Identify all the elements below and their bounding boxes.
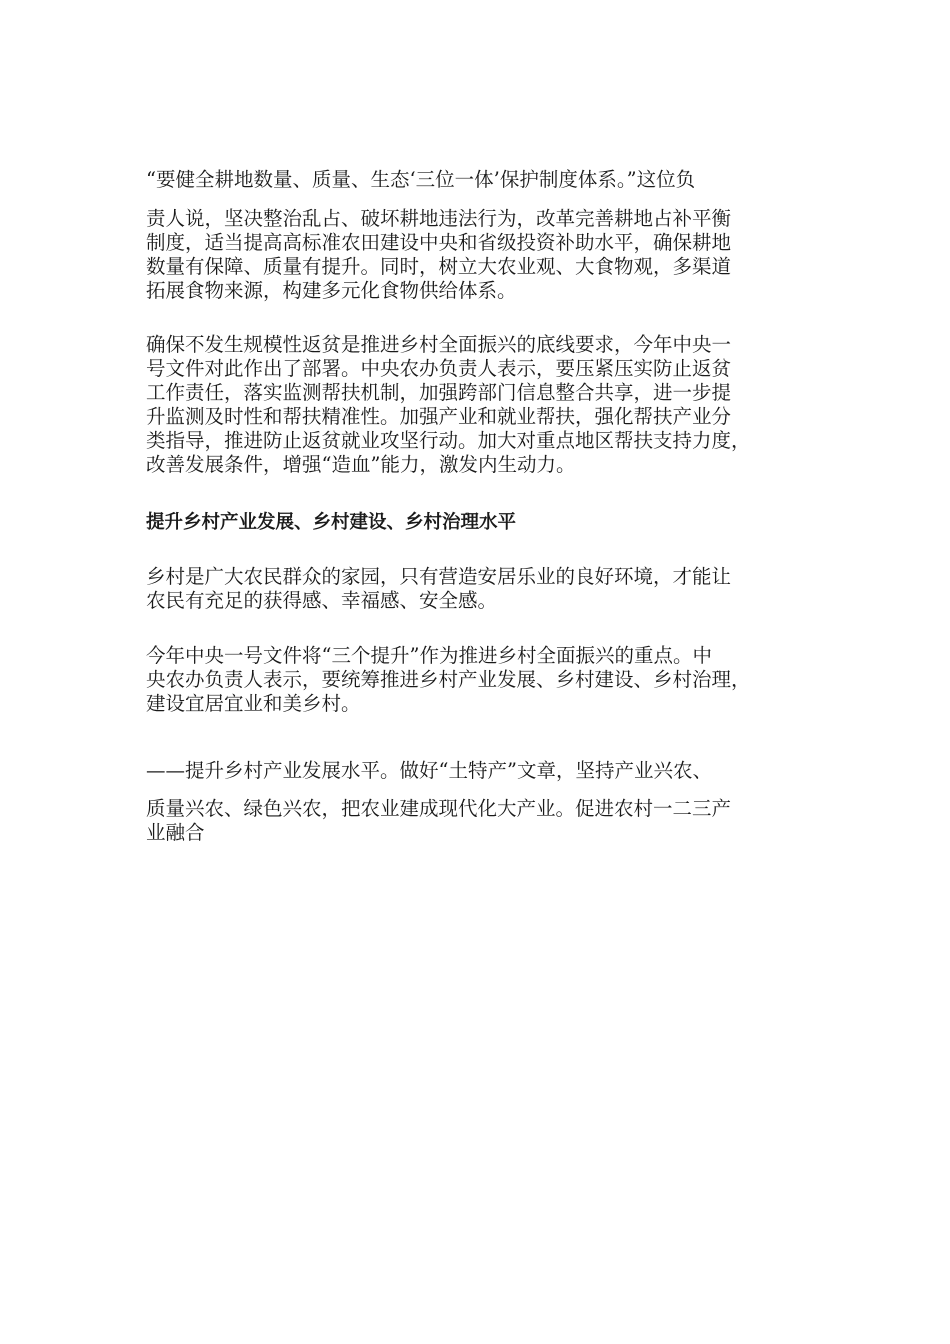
text-line: 类指导，推进防止返贫就业攻坚行动。加大对重点地区帮扶支持力度， (146, 429, 751, 452)
text-line: 业融合 (146, 821, 205, 844)
paragraph-quote-intro (146, 168, 806, 192)
text-line: 质量兴农、绿色兴农，把农业建成现代化大产业。促进农村一二三产 (146, 797, 732, 820)
text-line: 责人说，坚决整治乱占、破坏耕地违法行为，改革完善耕地占补平衡 (146, 207, 732, 230)
text-line: 改善发展条件，增强“造血”能力，激发内生动力。 (146, 453, 576, 476)
section-heading (146, 511, 806, 535)
text-line: 乡村是广大农民群众的家园，只有营造安居乐业的良好环境，才能让 (146, 565, 732, 588)
text-line: 央农办负责人表示，要统筹推进乡村产业发展、乡村建设、乡村治理， (146, 668, 751, 691)
text-line: 拓展食物来源，构建多元化食物供给体系。 (146, 279, 517, 302)
text-line: 升监测及时性和帮扶精准性。加强产业和就业帮扶，强化帮扶产业分 (146, 405, 732, 428)
text-line: “要健全耕地数量、质量、生态‘三位一体’保护制度体系。”这位负 (146, 168, 696, 191)
paragraph-industry-integration (146, 797, 806, 845)
paragraph-farmland-protection (146, 207, 806, 303)
paragraph-three-improvements (146, 644, 806, 716)
paragraph-poverty-prevention (146, 333, 806, 477)
text-line: 农民有充足的获得感、幸福感、安全感。 (146, 589, 498, 612)
heading-line: 提升乡村产业发展、乡村建设、乡村治理水平 (146, 512, 517, 533)
text-line: 今年中央一号文件将“三个提升”作为推进乡村全面振兴的重点。中 (146, 644, 712, 667)
text-line: 数量有保障、质量有提升。同时，树立大农业观、大食物观，多渠道 (146, 255, 732, 278)
text-line: 工作责任，落实监测帮扶机制，加强跨部门信息整合共享，进一步提 (146, 381, 732, 404)
text-line: 号文件对此作出了部署。中央农办负责人表示，要压紧压实防止返贫 (146, 357, 732, 380)
paragraph-industry-dash (146, 759, 806, 783)
text-line: ——提升乡村产业发展水平。做好“土特产”文章，坚持产业兴农、 (146, 759, 712, 782)
text-line: 制度，适当提高高标准农田建设中央和省级投资补助水平，确保耕地 (146, 231, 732, 254)
text-line: 建设宜居宜业和美乡村。 (146, 692, 361, 715)
paragraph-rural-home (146, 565, 806, 613)
text-line: 确保不发生规模性返贫是推进乡村全面振兴的底线要求，今年中央一 (146, 333, 732, 356)
